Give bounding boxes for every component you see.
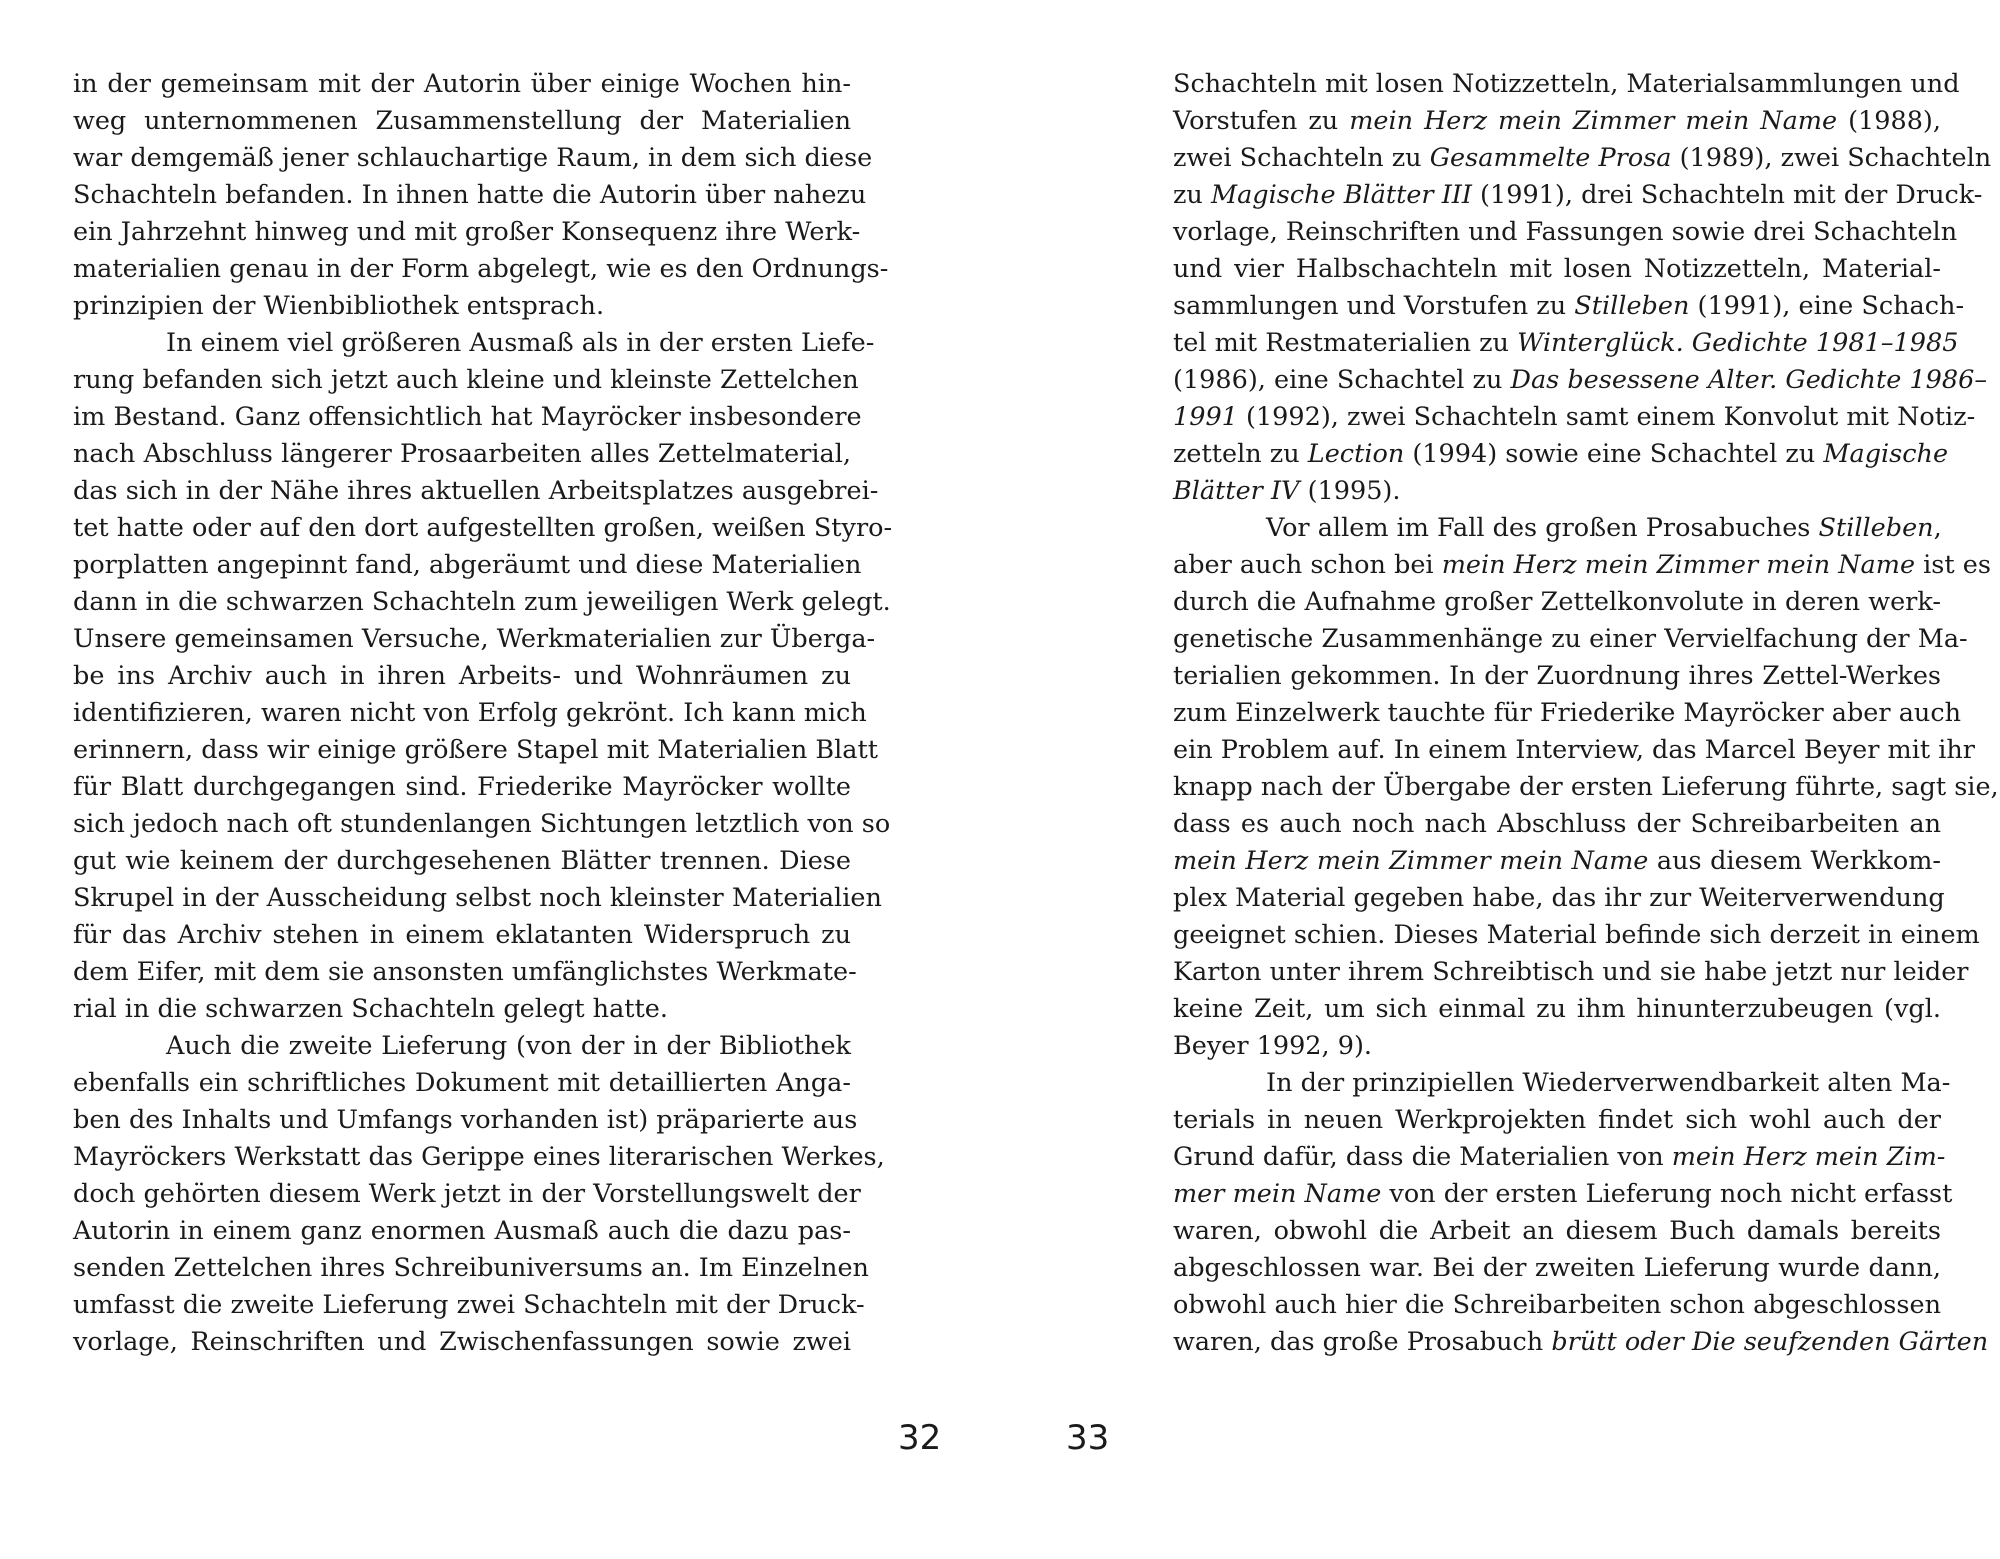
page-number-right: 33 bbox=[1066, 1418, 1110, 1458]
text-line: ein Problem auf. In einem Interview, das Marcel Beyer mit ihr bbox=[1173, 735, 1975, 765]
text-line: dass es auch noch nach Abschluss der Schreibarbeiten an bbox=[1173, 809, 1941, 839]
text-line: porplatten angepinnt fand, abgeräumt und diese Materialien bbox=[73, 550, 862, 580]
text-line: waren, das große Prosabuch brütt oder Die seufzenden Gärten bbox=[1173, 1327, 1989, 1357]
text-line: keine Zeit, um sich einmal zu ihm hinunterzubeugen (vgl. bbox=[1173, 994, 1941, 1024]
text-line: terials in neuen Werkprojekten findet sich wohl auch der bbox=[1173, 1105, 1941, 1135]
text-line: umfasst die zweite Lieferung zwei Schachteln mit der Druck- bbox=[73, 1290, 865, 1320]
text-line: dem Eifer, mit dem sie ansonsten umfänglichstes Werkmate- bbox=[73, 957, 857, 987]
text-line: obwohl auch hier die Schreibarbeiten schon abgeschlossen bbox=[1173, 1290, 1941, 1320]
text-line: knapp nach der Übergabe der ersten Lieferung führte, sagt sie, bbox=[1173, 772, 1999, 802]
text-line: In der prinzipiellen Wiederverwendbarkeit alten Ma- bbox=[1266, 1068, 1951, 1098]
right-page bbox=[1173, 66, 1999, 1361]
text-line: terialien gekommen. In der Zuordnung ihres Zettel-Werkes bbox=[1173, 661, 1941, 691]
text-line: rial in die schwarzen Schachteln gelegt hatte. bbox=[73, 994, 668, 1024]
text-line: Vorstufen zu mein Herz mein Zimmer mein Name (1988), bbox=[1173, 106, 1941, 136]
text-line: mer mein Name von der ersten Lieferung noch nicht erfasst bbox=[1173, 1179, 1953, 1209]
text-line: 1991 (1992), zwei Schachteln samt einem Konvolut mit Notiz- bbox=[1173, 402, 1976, 432]
text-line: Autorin in einem ganz enormen Ausmaß auch die dazu pas- bbox=[73, 1216, 851, 1246]
text-line: nach Abschluss längerer Prosaarbeiten alles Zettelmaterial, bbox=[73, 439, 851, 469]
text-line: be ins Archiv auch in ihren Arbeits- und Wohnräumen zu bbox=[73, 661, 851, 691]
text-line: Karton unter ihrem Schreibtisch und sie habe jetzt nur leider bbox=[1173, 957, 1969, 987]
text-line: geeignet schien. Dieses Material befinde sich derzeit in einem bbox=[1173, 920, 1980, 950]
text-line: Mayröckers Werkstatt das Gerippe eines literarischen Werkes, bbox=[73, 1142, 885, 1172]
text-line: vorlage, Reinschriften und Zwischenfassungen sowie zwei bbox=[73, 1327, 851, 1357]
text-line: im Bestand. Ganz offensichtlich hat Mayröcker insbesondere bbox=[73, 402, 862, 432]
text-line: gut wie keinem der durchgesehenen Blätter trennen. Diese bbox=[73, 846, 851, 876]
text-line: abgeschlossen war. Bei der zweiten Lieferung wurde dann, bbox=[1173, 1253, 1941, 1283]
page-number-left: 32 bbox=[898, 1418, 942, 1458]
text-line: sammlungen und Vorstufen zu Stilleben (1991), eine Schach- bbox=[1173, 291, 1965, 321]
text-line: und vier Halbschachteln mit losen Notizzetteln, Material- bbox=[1173, 254, 1941, 284]
text-line: identifizieren, waren nicht von Erfolg gekrönt. Ich kann mich bbox=[73, 698, 867, 728]
text-line: sich jedoch nach oft stundenlangen Sichtungen letztlich von so bbox=[73, 809, 891, 839]
text-line: tel mit Restmaterialien zu Winterglück. Gedichte 1981–1985 bbox=[1173, 328, 1959, 358]
text-line: mein Herz mein Zimmer mein Name aus diesem Werkkom- bbox=[1173, 846, 1941, 876]
text-line: plex Material gegeben habe, das ihr zur Weiterverwendung bbox=[1173, 883, 1945, 913]
text-line: Grund dafür, dass die Materialien von mein Herz mein Zim- bbox=[1173, 1142, 1946, 1172]
text-line: ben des Inhalts und Umfangs vorhanden ist) präparierte aus bbox=[73, 1105, 858, 1135]
text-line: für Blatt durchgegangen sind. Friederike Mayröcker wollte bbox=[73, 772, 851, 802]
text-line: zetteln zu Lection (1994) sowie eine Schachtel zu Magische bbox=[1173, 439, 1949, 469]
text-line: rung befanden sich jetzt auch kleine und kleinste Zettelchen bbox=[73, 365, 859, 395]
text-line: Auch die zweite Lieferung (von der in der Bibliothek bbox=[166, 1031, 851, 1061]
text-line: Blätter IV (1995). bbox=[1173, 476, 1401, 506]
text-line: genetische Zusammenhänge zu einer Vervielfachung der Ma- bbox=[1173, 624, 1968, 654]
text-line: erinnern, dass wir einige größere Stapel mit Materialien Blatt bbox=[73, 735, 879, 765]
text-line: aber auch schon bei mein Herz mein Zimmer mein Name ist es bbox=[1173, 550, 1991, 580]
text-line: ein Jahrzehnt hinweg und mit großer Konsequenz ihre Werk- bbox=[73, 217, 861, 247]
text-line: durch die Aufnahme großer Zettelkonvolute in deren werk- bbox=[1173, 587, 1941, 617]
text-line: Skrupel in der Ausscheidung selbst noch kleinster Materialien bbox=[73, 883, 882, 913]
text-line: für das Archiv stehen in einem eklatanten Widerspruch zu bbox=[73, 920, 851, 950]
text-line: zwei Schachteln zu Gesammelte Prosa (1989), zwei Schachteln bbox=[1173, 143, 1992, 173]
left-page bbox=[73, 66, 893, 1361]
text-line: ebenfalls ein schriftliches Dokument mit detaillierten Anga- bbox=[73, 1068, 851, 1098]
text-line: zu Magische Blätter III (1991), drei Schachteln mit der Druck- bbox=[1173, 180, 1983, 210]
text-line: dann in die schwarzen Schachteln zum jeweiligen Werk gelegt. bbox=[73, 587, 891, 617]
text-line: materialien genau in der Form abgelegt, wie es den Ordnungs- bbox=[73, 254, 889, 284]
text-line: doch gehörten diesem Werk jetzt in der Vorstellungswelt der bbox=[73, 1179, 861, 1209]
text-line: war demgemäß jener schlauchartige Raum, in dem sich diese bbox=[73, 143, 873, 173]
text-line: Unsere gemeinsamen Versuche, Werkmaterialien zur Überga- bbox=[73, 624, 876, 654]
text-line: weg unternommenen Zusammenstellung der Materialien bbox=[73, 106, 851, 136]
text-line: das sich in der Nähe ihres aktuellen Arbeitsplatzes ausgebrei- bbox=[73, 476, 879, 506]
text-line: Beyer 1992, 9). bbox=[1173, 1031, 1373, 1061]
text-line: in der gemeinsam mit der Autorin über einige Wochen hin- bbox=[73, 69, 851, 99]
text-line: tet hatte oder auf den dort aufgestellten großen, weißen Styro- bbox=[73, 513, 893, 543]
text-line: waren, obwohl die Arbeit an diesem Buch damals bereits bbox=[1173, 1216, 1941, 1246]
text-line: In einem viel größeren Ausmaß als in der ersten Liefe- bbox=[166, 328, 875, 358]
text-line: senden Zettelchen ihres Schreibuniversums an. Im Einzelnen bbox=[73, 1253, 869, 1283]
text-line: zum Einzelwerk tauchte für Friederike Mayröcker aber auch bbox=[1173, 698, 1962, 728]
text-line: (1986), eine Schachtel zu Das besessene Alter. Gedichte 1986– bbox=[1173, 365, 1988, 395]
text-line: prinzipien der Wienbibliothek entsprach. bbox=[73, 291, 605, 321]
text-line: vorlage, Reinschriften und Fassungen sowie drei Schachteln bbox=[1173, 217, 1958, 247]
text-line: Vor allem im Fall des großen Prosabuches Stilleben, bbox=[1266, 513, 1942, 543]
text-line: Schachteln befanden. In ihnen hatte die Autorin über nahezu bbox=[73, 180, 867, 210]
text-line: Schachteln mit losen Notizzetteln, Materialsammlungen und bbox=[1173, 69, 1960, 99]
